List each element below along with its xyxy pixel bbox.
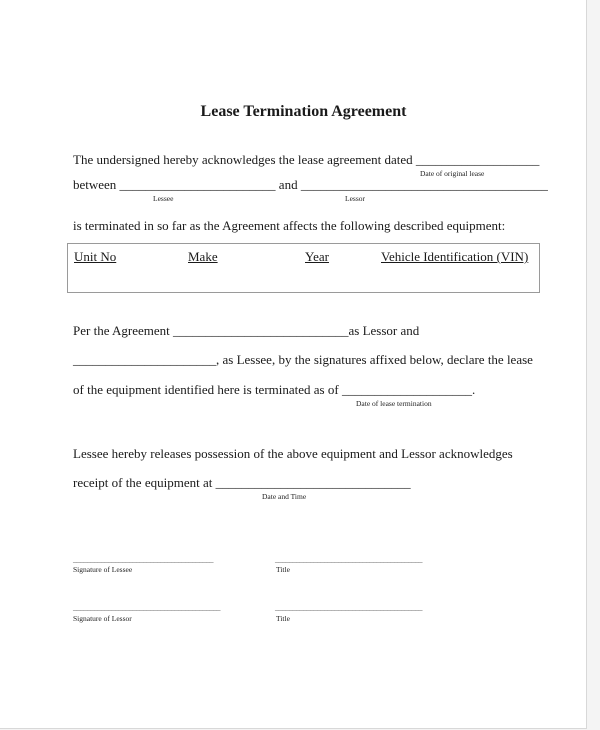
paragraph2-line2: ______________________, as Lessee, by the signatures affixed below, declare the lease	[73, 352, 533, 367]
paragraph3-line2: receipt of the equipment at ______________________________	[73, 475, 411, 490]
lessee-signature-label: Signature of Lessee	[73, 565, 133, 574]
document-title: Lease Termination Agreement	[200, 103, 407, 120]
paragraph1-line3: is terminated in so far as the Agreement affects the following described equipment:	[73, 218, 506, 233]
caption-lessee: Lessee	[153, 194, 174, 203]
lessee-signature-line: ________________________________________	[73, 555, 213, 564]
caption-original-lease-date: Date of original lease	[420, 169, 485, 178]
column-vin: Vehicle Identification (VIN)	[381, 249, 529, 264]
paragraph2-line1: Per the Agreement ___________________________as Lessor and	[73, 323, 420, 338]
paragraph1-line2: between ________________________ and ______________________________________	[73, 177, 548, 192]
paragraph1-line1: The undersigned hereby acknowledges the lease agreement dated ___________________	[73, 152, 540, 167]
lessor-signature-line: __________________________________________	[73, 603, 220, 612]
column-year: Year	[305, 249, 329, 264]
equipment-table	[67, 243, 540, 293]
lessee-title-label: Title	[276, 565, 290, 574]
paragraph2-line3: of the equipment identified here is terminated as of ____________________.	[73, 382, 476, 397]
lessor-title-label: Title	[276, 614, 290, 623]
lessee-title-line: __________________________________________	[275, 555, 422, 564]
caption-date-time: Date and Time	[262, 492, 307, 501]
paragraph3-line1: Lessee hereby releases possession of the above equipment and Lessor acknowledges	[73, 446, 513, 461]
column-unit-no: Unit No	[74, 249, 117, 264]
caption-termination-date: Date of lease termination	[356, 399, 432, 408]
lessor-signature-label: Signature of Lessor	[73, 614, 132, 623]
lessor-title-line: __________________________________________	[275, 603, 422, 612]
caption-lessor: Lessor	[345, 194, 365, 203]
column-make: Make	[188, 249, 218, 264]
